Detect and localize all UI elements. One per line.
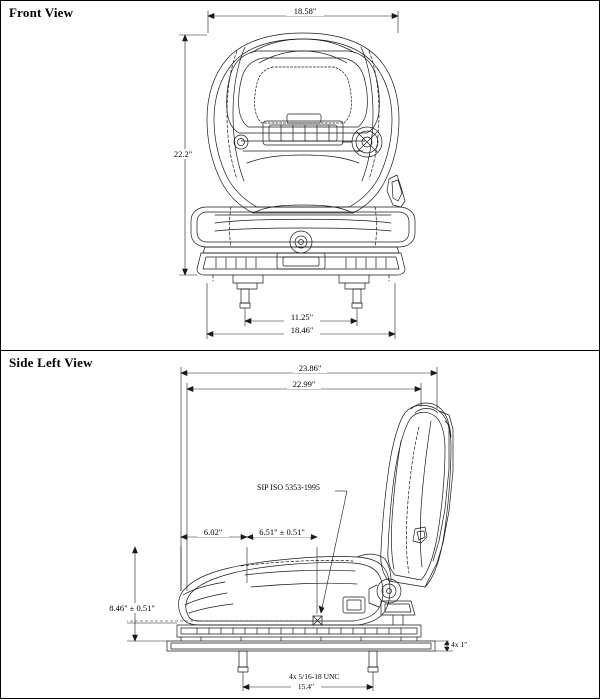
front-view-title: Front View — [9, 5, 74, 20]
front-view-drawing — [1, 1, 600, 351]
dim-sip-offset-x: 6.02" — [203, 527, 223, 537]
dim-seat-depth: 22.99" — [292, 379, 316, 389]
panel-side-left-view — [0, 350, 600, 699]
side-view-title: Side Left View — [9, 355, 93, 370]
dim-overall-height: 22.2" — [173, 149, 193, 159]
dim-bolt-spacing: 15.4" — [297, 682, 315, 691]
dim-plate-thickness: 4x 1" — [451, 640, 468, 649]
dim-mount-spacing: 11.25" — [290, 312, 314, 322]
dim-overall-width: 18.58" — [293, 6, 317, 16]
dim-overall-depth: 23.86" — [298, 363, 322, 373]
dim-sip-travel: 6.51" ± 0.51" — [259, 527, 305, 537]
dim-thread-callout: 4x 5/16-18 UNC — [289, 672, 340, 681]
annotation-sip-label: SIP ISO 5353-1995 — [257, 483, 320, 492]
side-view-drawing — [1, 351, 600, 700]
dim-sip-height: 8.46" ± 0.51" — [109, 603, 155, 613]
dim-base-width: 18.46" — [290, 325, 314, 335]
